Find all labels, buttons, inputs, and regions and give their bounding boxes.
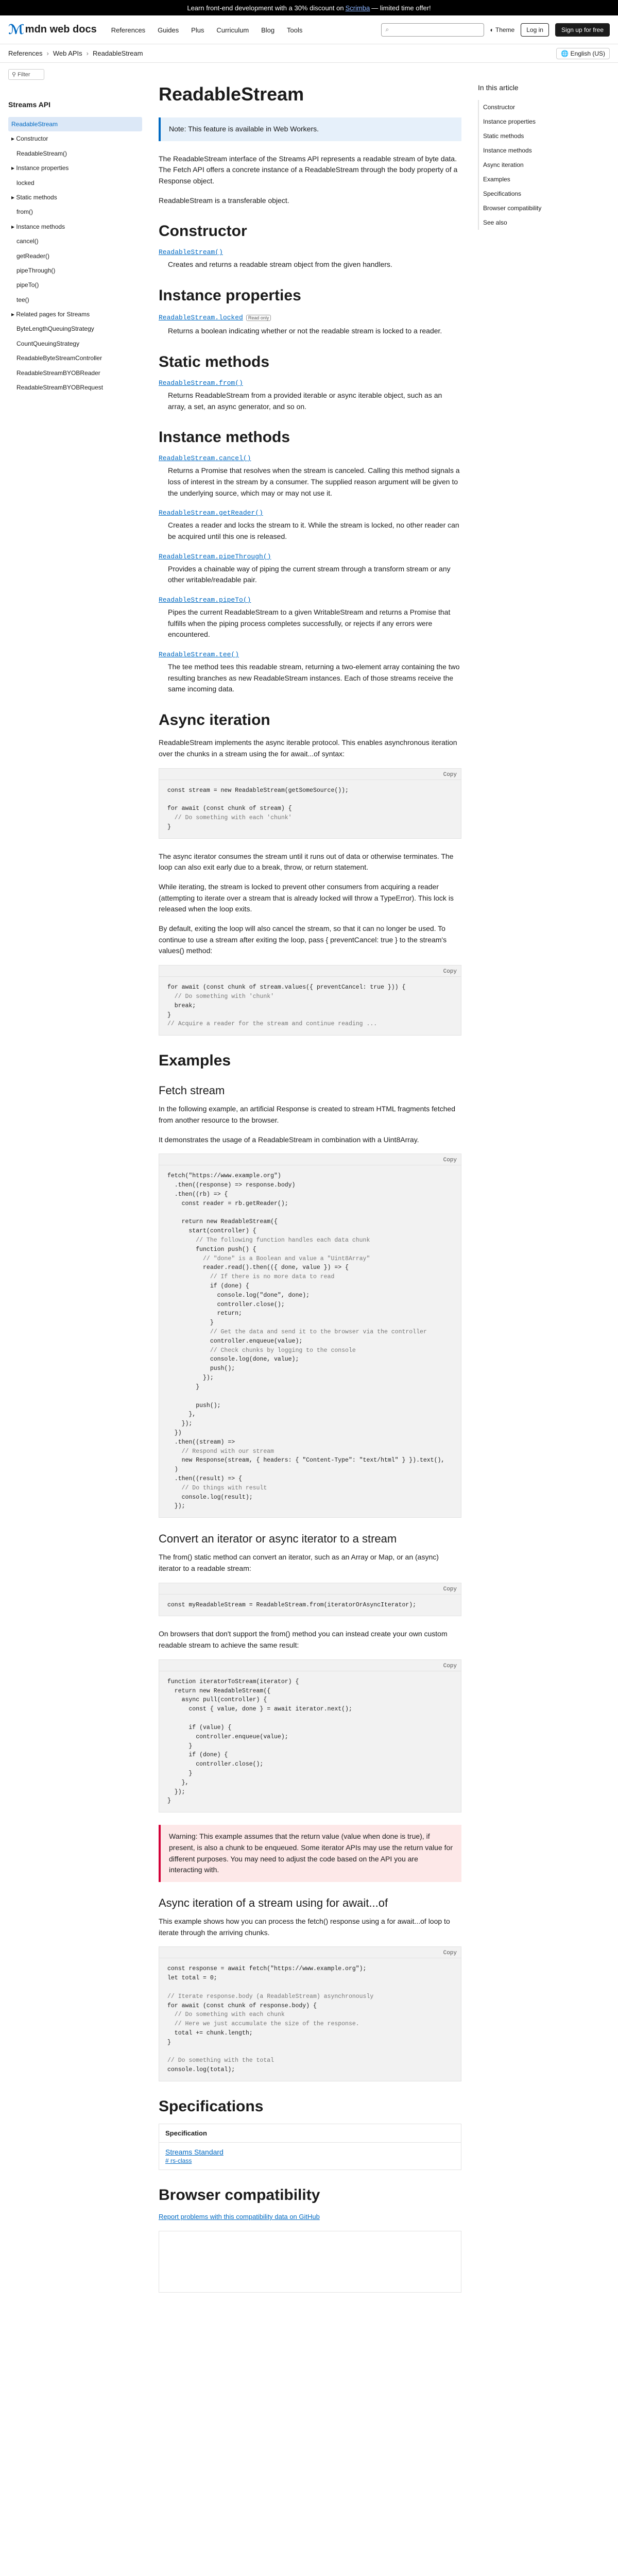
fetch-paragraph-1: In the following example, an artificial Response is created to stream HTML fragments fetched from another resource to the browser. [159,1105,456,1124]
toc-item[interactable]: Browser compatibility [478,201,606,215]
heading-async-iteration: Async iteration [159,711,270,729]
page-title: ReadableStream [159,83,304,105]
code-content [159,1958,461,2081]
method-desc: Pipes the current ReadableStream to a given WritableStream and returns a Promise that fulfills when the piping process completes successfully, or rejects if any errors were encountered. [168,608,451,639]
filter-label: Filter [18,72,30,78]
code-line: // If there is no more data to read [167,1274,335,1281]
sidebar-item[interactable]: tee() [16,296,29,303]
method-desc: Creates a reader and locks the stream to it. While the stream is locked, no other reader can be acquired until this one is released. [168,521,459,540]
theme-label: Theme [495,26,515,33]
code-line: console.log("done", done); [167,1292,310,1299]
page-layout [0,63,618,2293]
code-block [159,1583,461,1617]
copy-button[interactable]: Copy [443,1586,457,1592]
code-line: push(); [167,1365,235,1372]
note-box [159,117,461,141]
code-line: .then((result) => { [167,1476,242,1482]
globe-icon: 🌐 [561,49,569,57]
code-line: if (done) { [167,1282,249,1290]
copy-button[interactable]: Copy [443,1157,457,1164]
sidebar-item[interactable]: ▸ Related pages for Streams [11,311,90,318]
code-line [167,2047,453,2057]
nav-curriculum[interactable]: Curriculum [216,26,249,34]
nav-blog[interactable]: Blog [261,26,275,34]
sidebar-filter[interactable] [8,69,44,80]
code-line: controller.enqueue(value); [167,1733,288,1740]
breadcrumb [0,44,618,63]
fetch-paragraph-2: It demonstrates the usage of a ReadableStream in combination with a Uint8Array. [159,1135,419,1144]
method-link[interactable]: ReadableStream.tee() [159,651,239,659]
sidebar-item[interactable]: ▸ Constructor [11,135,48,143]
code-line: }); [167,1503,185,1510]
main-nav [111,26,313,34]
code-block [159,965,461,1036]
code-line: for await (const chunk of stream) { [167,805,292,812]
sidebar-item[interactable]: cancel() [16,238,39,245]
signup-button[interactable]: Sign up for free [555,23,610,37]
code-block [159,1154,461,1518]
copy-button[interactable]: Copy [443,969,457,975]
code-content [159,1671,461,1812]
copy-button[interactable]: Copy [443,1663,457,1669]
logo-text: mdn web docs [25,24,97,35]
copy-button[interactable]: Copy [443,1950,457,1957]
ctor-link[interactable]: ReadableStream() [159,248,223,257]
mdn-logo[interactable] [8,22,97,38]
code-line: for await (const chunk of response.body) { [167,2002,317,2009]
code-line: start(controller) { [167,1228,256,1235]
sidebar-item[interactable]: from() [16,208,33,216]
sidebar-item[interactable]: CountQueuingStrategy [16,340,80,347]
toc-item[interactable]: See also [478,215,606,230]
code-line: }); [167,1375,214,1382]
toc-item[interactable]: Constructor [478,100,606,114]
sidebar-items [8,117,142,395]
sidebar-item[interactable]: ByteLengthQueuingStrategy [16,325,94,333]
sidebar-item[interactable]: ReadableByteStreamController [16,354,102,362]
heading-convert-iterator: Convert an iterator or async iterator to a stream [159,1532,397,1546]
banner-link[interactable]: Scrimba [345,4,370,12]
code-line: push(); [167,1402,221,1409]
code-line: for await (const chunk of stream.values({ preventCancel: true })) { [167,984,406,991]
code-line: function iteratorToStream(iterator) { [167,1678,299,1685]
code-line: total += chunk.length; [167,2030,253,2037]
code-line [167,1392,453,1401]
code-line: // Do things with result [167,1484,267,1492]
code-line: async pull(controller) { [167,1697,267,1704]
heading-specifications: Specifications [159,2098,264,2115]
code-line: }); [167,1788,185,1795]
sidebar [8,63,142,2293]
code-line: // Get the data and send it to the browser via the controller [167,1329,427,1335]
asynciter-paragraph: This example shows how you can process the fetch() response using a for await...of loop to iterate through the arriving chunks. [159,1917,450,1937]
toc-items [478,100,606,230]
code-line: .then((rb) => { [167,1191,228,1198]
async-paragraph-3: While iterating, the stream is locked to prevent other consumers from acquiring a reader (attempting to iterate over a stream that is already locked will throw a TypeError). This lock is released when the loop exits. [159,882,454,913]
crumb-readablestream[interactable]: ReadableStream [93,49,143,57]
code-line: }, [167,1779,189,1786]
sidebar-item[interactable]: ▸ Static methods [11,193,57,201]
toc-item[interactable]: Static methods [478,129,606,143]
code-line: // Do something with the total [167,2057,274,2064]
code-line: console.log(total); [167,2066,235,2074]
search-icon: ⌕ [385,26,389,33]
code-line: if (value) { [167,1724,232,1731]
code-line: // Check chunks by logging to the console [167,1347,356,1354]
code-line: // Iterate response.body (a ReadableStream) asynchronously [167,1993,374,2000]
filter-icon: ⚲ [12,72,16,78]
code-block [159,1659,461,1812]
sidebar-item[interactable]: ReadableStreamBYOBRequest [16,384,104,392]
chevron-right-icon: › [46,49,49,57]
convert-paragraph-2: On browsers that don't support the from() method you can instead create your own custom readable stream to achieve the same result: [159,1630,448,1650]
nav-tools[interactable]: Tools [287,26,303,34]
code-line [167,795,453,804]
code-line: let total = 0; [167,1975,217,1982]
spec-row [159,2143,461,2170]
code-line: // "done" is a Boolean and value a "Uint8Array" [167,1255,370,1262]
logo-icon: ℳ [8,22,24,37]
code-line: const stream = new ReadableStream(getSomeSource()); [167,787,349,794]
convert-paragraph-1: The from() static method can convert an iterator, such as an Array or Map, or an (async) iterator to a readable stream: [159,1553,439,1572]
banner-text: Learn front-end development with a 30% discount on [187,4,344,12]
sidebar-item[interactable]: ReadableStreamBYOBReader [16,369,100,377]
code-line: } [167,1742,193,1750]
spec-link[interactable]: Streams Standard [165,2148,224,2157]
sidebar-item[interactable]: ▸ Instance methods [11,223,65,230]
sidebar-item[interactable]: locked [16,179,35,187]
toc-item[interactable]: Instance properties [478,114,606,129]
toc-title: In this article [478,83,519,92]
nav-references[interactable]: References [111,26,146,34]
code-line: .then((stream) => [167,1438,235,1446]
heading-async-iteration-example: Async iteration of a stream using for await...of [159,1896,388,1909]
login-button[interactable]: Log in [521,23,549,37]
code-line: } [167,1319,214,1327]
chevron-right-icon: › [86,49,89,57]
code-line [167,1983,453,1992]
code-content [159,977,461,1035]
ctor-desc: Creates and returns a readable stream object from the given handlers. [168,260,392,269]
method-desc: Returns a Promise that resolves when the stream is canceled. Calling this method signals a loss of interest in the stream by a consumer. The supplied reason argument will be given to the underlying source, which may or may not use it. [168,466,460,497]
code-content [159,780,461,838]
method-desc: Provides a chainable way of piping the current stream through a transform stream or any other writable/readable pair. [168,564,451,584]
code-line: fetch("https://www.example.org") [167,1173,281,1180]
nav-plus[interactable]: Plus [191,26,204,34]
methods-list [159,454,461,695]
sidebar-item[interactable]: pipeThrough() [16,266,56,274]
heading-constructor: Constructor [159,223,247,240]
sidebar-title: Streams API [8,100,50,109]
article [142,63,461,2293]
async-paragraph-1: ReadableStream implements the async iterable protocol. This enables asynchronous iteration over the chunks in a stream using the for await...of syntax: [159,738,457,758]
async-paragraph-4: By default, exiting the loop will also cancel the stream, so that it can no longer be used. To continue to use a stream after exiting the loop, pass { preventCancel: true } to the stream's values() method: [159,924,447,955]
code-line: // The following function handles each data chunk [167,1236,370,1244]
crumb-web-apis[interactable]: Web APIs [53,49,82,57]
sidebar-item[interactable]: ReadableStream() [16,149,67,157]
heading-instance-methods: Instance methods [159,429,290,446]
toc-item[interactable]: Specifications [478,187,606,201]
code-line: // Do something with each chunk [167,2011,285,2019]
code-line: }) [167,1429,182,1436]
code-line: // Respond with our stream [167,1448,274,1455]
code-line: } [167,1383,200,1391]
transferable-paragraph: ReadableStream is a transferable object. [159,196,289,205]
code-line: reader.read().then(({ done, value }) => { [167,1264,349,1272]
code-line: return; [167,1310,242,1317]
code-line: const { value, done } = await iterator.next(); [167,1706,352,1713]
method-link[interactable]: ReadableStream.pipeTo() [159,596,251,604]
code-line: } [167,1011,171,1019]
sidebar-item[interactable]: ▸ Instance properties [11,164,69,172]
code-line: // Do something with each 'chunk' [167,814,292,821]
code-line [167,1208,453,1217]
sidebar-item[interactable]: ReadableStream [8,117,142,131]
code-line: } [167,823,171,831]
compat-report-link[interactable]: Report problems with this compatibility data on GitHub [159,2213,320,2221]
code-line: const response = await fetch("https://www.example.org"); [167,1965,367,1973]
code-line: return new ReadableStream({ [167,1687,271,1694]
heading-examples: Examples [159,1052,231,1070]
code-line: if (done) { [167,1752,228,1759]
top-navigation [0,15,618,44]
sidebar-item[interactable]: getReader() [16,252,50,260]
note-text: Note: This feature is available in Web Workers. [169,125,319,133]
code-block [159,768,461,839]
method-desc: The tee method tees this readable stream, returning a two-element array containing the two resulting branches as new ReadableStream instances. Each of those streams receive the same incoming data. [168,663,460,693]
code-line: controller.close(); [167,1301,285,1308]
compat-table [159,2231,461,2293]
static-desc: Returns ReadableStream from a provided iterable or async iterable object, such as an array, a set, an async generator, and so on. [168,391,442,411]
code-content [159,1165,461,1517]
code-line: const reader = rb.getReader(); [167,1200,288,1207]
code-line: controller.close(); [167,1761,264,1768]
heading-static-methods: Static methods [159,353,270,370]
copy-button[interactable]: Copy [443,771,457,778]
code-line: .then((response) => response.body) [167,1182,296,1189]
toc-item[interactable]: Async iteration [478,158,606,172]
heading-browser-compat: Browser compatibility [159,2187,320,2204]
static-from-link[interactable]: ReadableStream.from() [159,379,243,387]
code-line: } [167,1798,171,1805]
heading-instance-properties: Instance properties [159,287,301,304]
readonly-badge: Read only [246,315,271,321]
code-line: const myReadableStream = ReadableStream.from(iteratorOrAsyncIterator); [167,1601,417,1608]
code-line: function push() { [167,1246,256,1253]
spec-anchor-link[interactable]: # rs-class [165,2157,192,2165]
method-link[interactable]: ReadableStream.cancel() [159,454,251,463]
warning-text: Warning: This example assumes that the return value (value when done is true), if present, is also a chunk to be enqueued. Some iterator APIs may use the return value for different purposes. You may need to adjust the code based on the API you are interacting with. [169,1832,453,1874]
toc-item[interactable]: Examples [478,172,606,187]
code-line: console.log(done, value); [167,1356,299,1363]
code-line: // Here we just accumulate the size of the response. [167,2021,359,2028]
code-line [167,1714,453,1723]
theme-toggle[interactable]: ◐ Theme [490,26,515,33]
spec-table [159,2124,461,2170]
code-line: } [167,2039,171,2046]
promo-banner [0,0,618,15]
table-of-contents [461,63,606,2293]
warning-box [159,1825,461,1882]
nav-guides[interactable]: Guides [158,26,179,34]
code-block [159,1946,461,2081]
search-input[interactable] [381,23,484,37]
code-content [159,1595,461,1616]
code-line: new Response(stream, { headers: { "Content-Type": "text/html" } }).text(), [167,1457,445,1464]
code-line: break; [167,1002,196,1009]
code-line: return new ReadableStream({ [167,1218,278,1226]
heading-fetch-stream: Fetch stream [159,1084,225,1097]
banner-text-post: — limited time offer! [371,4,431,12]
code-line: // Do something with 'chunk' [167,993,274,1000]
code-line: // Acquire a reader for the stream and continue reading ... [167,1021,377,1028]
code-line: } [167,1770,193,1777]
crumb-references[interactable]: References [8,49,43,57]
prop-desc: Returns a boolean indicating whether or not the readable stream is locked to a reader. [168,327,442,335]
intro-paragraph: The ReadableStream interface of the Streams API represents a readable stream of byte data. The Fetch API offers a concrete instance of a ReadableStream through the body property of a Response object. [159,154,458,185]
toc-item[interactable]: Instance methods [478,143,606,158]
nav-actions [381,23,610,37]
code-line: }, [167,1411,196,1418]
code-line: controller.enqueue(value); [167,1337,303,1345]
async-paragraph-2: The async iterator consumes the stream until it runs out of data or otherwise terminates. The loop can also exit early due to a break, throw, or return statement. [159,852,454,872]
language-select[interactable] [556,48,610,59]
sidebar-item[interactable]: pipeTo() [16,281,39,289]
spec-header: Specification [159,2124,461,2143]
code-line: ) [167,1466,178,1473]
prop-locked-link[interactable]: ReadableStream.locked [159,314,243,322]
method-link[interactable]: ReadableStream.getReader() [159,509,263,517]
language-label: English (US) [570,49,605,57]
code-line: }); [167,1420,193,1428]
code-line: console.log(result); [167,1494,253,1501]
method-link[interactable]: ReadableStream.pipeThrough() [159,552,271,561]
